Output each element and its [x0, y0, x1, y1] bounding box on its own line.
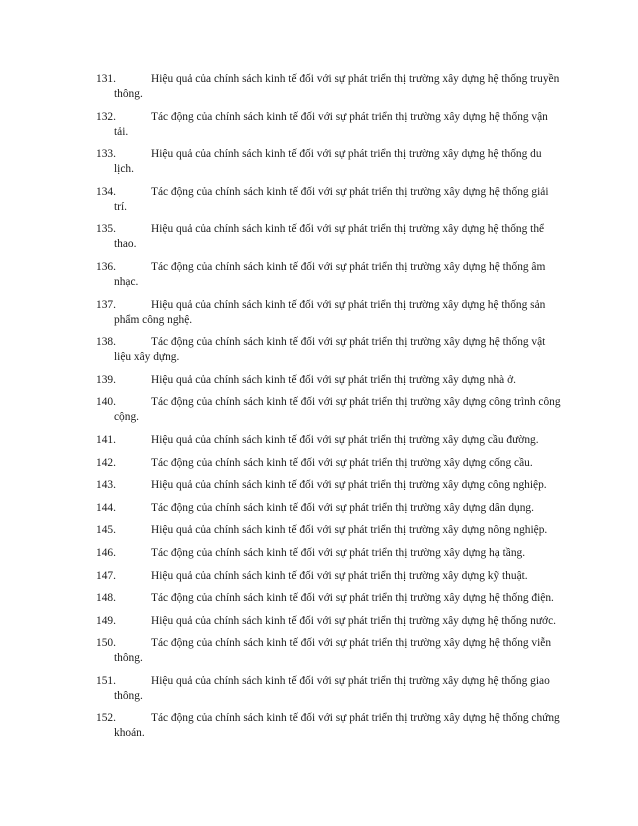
list-item-text: Hiệu quả của chính sách kinh tế đối với sự phát triển thị trường xây dựng hệ thống thể — [151, 223, 545, 236]
list-item-first-line — [96, 433, 566, 448]
list-item-first-line — [96, 478, 566, 493]
list-item — [96, 501, 566, 516]
list-item — [96, 395, 566, 425]
list-item-text: Tác động của chính sách kinh tế đối với sự phát triển thị trường xây dựng hệ thống vận — [151, 110, 548, 123]
list-item-number: 142. — [96, 456, 116, 469]
list-item — [96, 569, 566, 584]
list-item-first-line — [96, 674, 566, 689]
list-item-continuation: lịch. — [114, 163, 134, 176]
list-item-first-line — [96, 569, 566, 584]
list-item — [96, 456, 566, 471]
list-item-text: Hiệu quả của chính sách kinh tế đối với sự phát triển thị trường xây dựng hệ thống nước. — [151, 614, 556, 627]
list-item-continuation: khoán. — [114, 727, 145, 740]
numbered-list — [0, 72, 638, 741]
list-item-text: Tác động của chính sách kinh tế đối với sự phát triển thị trường xây dựng hệ thống viễn — [151, 637, 552, 650]
list-item — [96, 433, 566, 448]
list-item-text: Tác động của chính sách kinh tế đối với sự phát triển thị trường xây dựng hệ thống điện. — [151, 592, 554, 605]
list-item-text: Tác động của chính sách kinh tế đối với sự phát triển thị trường xây dựng hệ thống chứng — [151, 712, 560, 725]
list-item-first-line — [96, 110, 566, 125]
list-item — [96, 591, 566, 606]
list-item-first-line — [96, 501, 566, 516]
list-item-first-line — [96, 546, 566, 561]
list-item-text: Tác động của chính sách kinh tế đối với sự phát triển thị trường xây dựng cống cầu. — [151, 456, 533, 469]
list-item-text: Hiệu quả của chính sách kinh tế đối với sự phát triển thị trường xây dựng cầu đường. — [151, 433, 539, 446]
list-item-text: Tác động của chính sách kinh tế đối với sự phát triển thị trường xây dựng hệ thống âm — [151, 260, 546, 273]
list-item-text: Tác động của chính sách kinh tế đối với sự phát triển thị trường xây dựng dân dụng. — [151, 501, 534, 514]
list-item — [96, 260, 566, 290]
list-item-text: Tác động của chính sách kinh tế đối với sự phát triển thị trường xây dựng hạ tầng. — [151, 546, 526, 559]
list-item-continuation: nhạc. — [114, 275, 139, 288]
list-item-text: Hiệu quả của chính sách kinh tế đối với sự phát triển thị trường xây dựng hệ thống sản — [151, 298, 546, 311]
list-item-first-line — [96, 711, 566, 726]
list-item-first-line — [96, 72, 566, 87]
list-item-first-line — [96, 591, 566, 606]
list-item-text: Hiệu quả của chính sách kinh tế đối với sự phát triển thị trường xây dựng nhà ở. — [151, 373, 516, 386]
list-item — [96, 674, 566, 704]
list-item — [96, 373, 566, 388]
list-item-first-line — [96, 222, 566, 237]
list-item-continuation: phẩm công nghệ. — [114, 313, 193, 326]
list-item-number: 132. — [96, 110, 116, 123]
list-item-number: 141. — [96, 433, 116, 446]
list-item-first-line — [96, 614, 566, 629]
list-item-continuation: trí. — [114, 200, 127, 213]
list-item-text: Hiệu quả của chính sách kinh tế đối với sự phát triển thị trường xây dựng hệ thống du — [151, 148, 542, 161]
list-item-number: 135. — [96, 223, 116, 236]
list-item-number: 133. — [96, 148, 116, 161]
list-item-first-line — [96, 523, 566, 538]
list-item — [96, 636, 566, 666]
list-item-number: 152. — [96, 712, 116, 725]
list-item — [96, 478, 566, 493]
list-item — [96, 546, 566, 561]
list-item-number: 147. — [96, 569, 116, 582]
list-item — [96, 298, 566, 328]
list-item-continuation: tải. — [114, 125, 129, 138]
list-item-continuation: thông. — [114, 88, 143, 100]
list-item-text: Hiệu quả của chính sách kinh tế đối với sự phát triển thị trường xây dựng công nghiệp. — [151, 479, 547, 492]
list-item-text: Hiệu quả của chính sách kinh tế đối với sự phát triển thị trường xây dựng nông nghiệp. — [151, 524, 548, 537]
list-item-first-line — [96, 636, 566, 651]
list-item-number: 143. — [96, 479, 116, 492]
list-item-number: 137. — [96, 298, 116, 311]
list-item-text: Hiệu quả của chính sách kinh tế đối với sự phát triển thị trường xây dựng hệ thống giao — [151, 674, 550, 687]
list-item-number: 134. — [96, 185, 116, 198]
list-item-number: 146. — [96, 546, 116, 559]
list-item-continuation: cộng. — [114, 411, 139, 424]
list-item — [96, 711, 566, 741]
list-item-first-line — [96, 298, 566, 313]
list-item-number: 136. — [96, 260, 116, 273]
list-item-number: 148. — [96, 592, 116, 605]
list-item-first-line — [96, 373, 566, 388]
list-item — [96, 614, 566, 629]
list-item — [96, 147, 566, 177]
list-item-continuation: thông. — [114, 689, 143, 702]
list-item-number: 140. — [96, 396, 116, 409]
list-item-first-line — [96, 456, 566, 471]
list-item-first-line — [96, 395, 566, 410]
list-item-first-line — [96, 260, 566, 275]
list-item-number: 145. — [96, 524, 116, 537]
list-item-continuation: thông. — [114, 652, 143, 665]
list-item-number: 150. — [96, 637, 116, 650]
list-item-number: 149. — [96, 614, 116, 627]
list-item-first-line — [96, 185, 566, 200]
list-item-text: Hiệu quả của chính sách kinh tế đối với sự phát triển thị trường xây dựng hệ thống truyền — [151, 73, 560, 85]
list-item-number: 151. — [96, 674, 116, 687]
list-item — [96, 335, 566, 365]
list-item-first-line — [96, 335, 566, 350]
list-item-number: 131. — [96, 73, 116, 85]
list-item-number: 138. — [96, 336, 116, 349]
list-item-number: 144. — [96, 501, 116, 514]
list-item — [96, 523, 566, 538]
list-item-text: Tác động của chính sách kinh tế đối với sự phát triển thị trường xây dựng công trình công — [151, 396, 561, 409]
list-item — [96, 72, 566, 102]
list-item-continuation: liệu xây dựng. — [114, 351, 180, 364]
list-item — [96, 185, 566, 215]
list-item-number: 139. — [96, 373, 116, 386]
list-item-continuation: thao. — [114, 238, 137, 251]
list-item — [96, 222, 566, 252]
list-item — [96, 110, 566, 140]
list-item-text: Tác động của chính sách kinh tế đối với sự phát triển thị trường xây dựng hệ thống vật — [151, 336, 546, 349]
list-item-text: Hiệu quả của chính sách kinh tế đối với sự phát triển thị trường xây dựng kỹ thuật. — [151, 569, 528, 582]
list-item-text: Tác động của chính sách kinh tế đối với sự phát triển thị trường xây dựng hệ thống giải — [151, 185, 549, 198]
list-item-first-line — [96, 147, 566, 162]
